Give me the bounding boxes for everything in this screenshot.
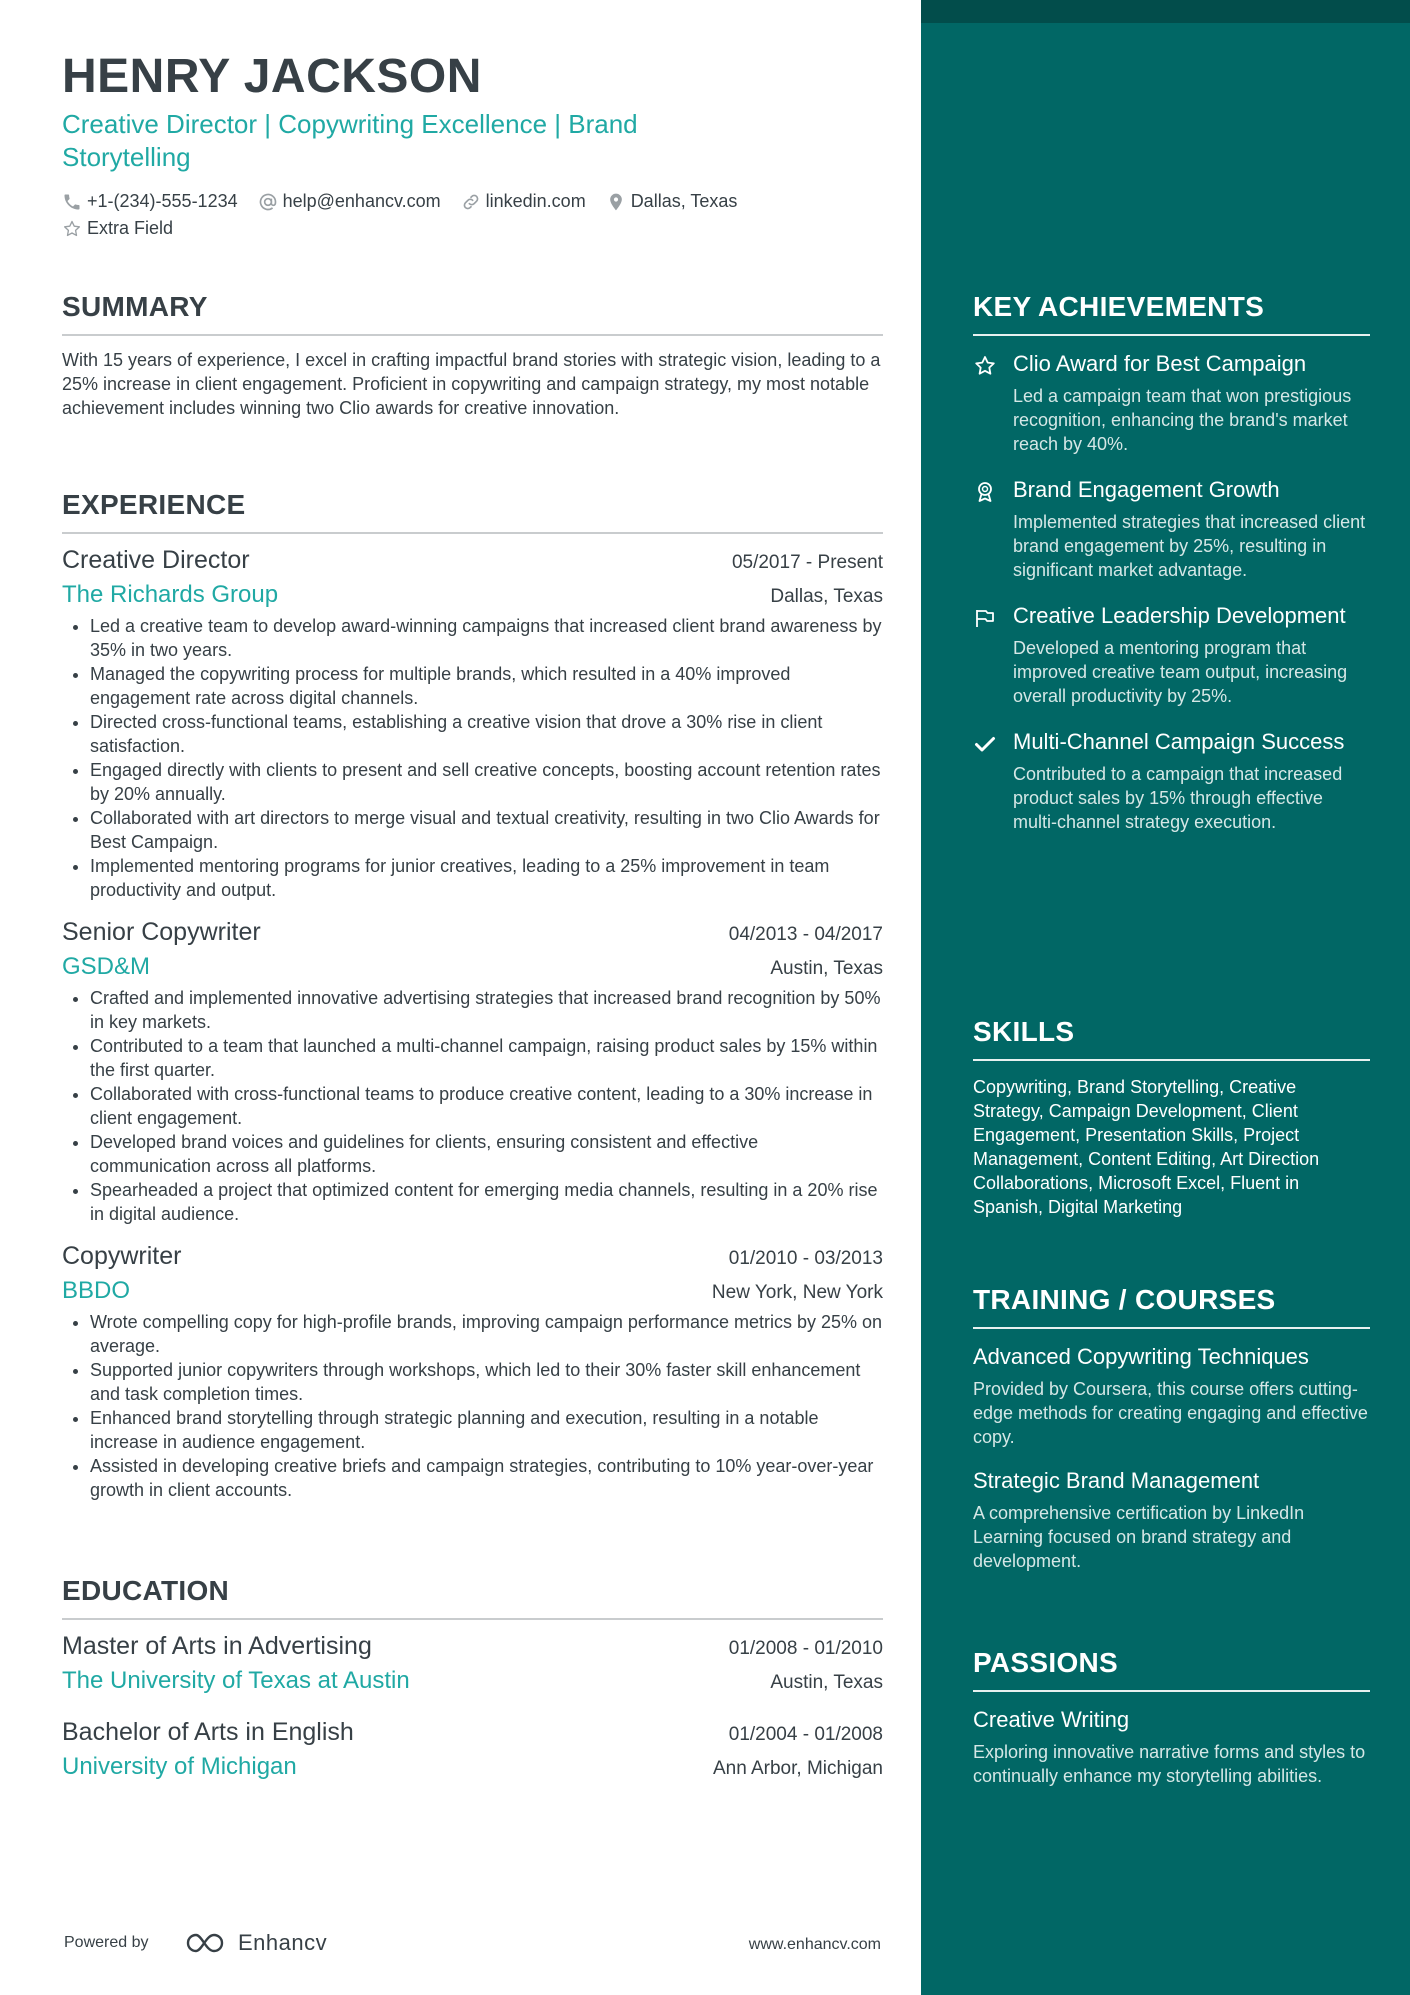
flag-icon <box>973 606 997 630</box>
bullet-item: • Spearheaded a project that optimized content for emerging media channels, resulting in a 20% rise in digital audience. <box>90 1178 883 1226</box>
candidate-name: HENRY JACKSON <box>62 50 482 103</box>
tagline: Creative Director | Copywriting Excellence | Brand Storytelling <box>62 109 638 172</box>
achievement-title: Brand Engagement Growth <box>1013 477 1280 502</box>
passions-title: PASSIONS <box>973 1646 1370 1692</box>
achievements-section <box>973 290 1370 834</box>
powered-by-label: Powered by <box>64 1934 149 1951</box>
sidebar <box>921 0 1410 1995</box>
footer <box>64 1930 881 1960</box>
job-dates: 01/2010 - 03/2013 <box>728 1248 883 1269</box>
experience-section <box>62 488 883 1502</box>
website-link[interactable]: www.enhancv.com <box>748 1936 881 1953</box>
linkedin-text: linkedin.com <box>485 191 586 211</box>
experience-title: EXPERIENCE <box>62 488 883 534</box>
achievement-desc: Led a campaign team that won prestigious recognition, enhancing the brand's market reach by 40%. <box>1013 386 1352 454</box>
skills-title: SKILLS <box>973 1015 1370 1061</box>
degree: Master of Arts in Advertising <box>62 1632 372 1660</box>
training-section <box>973 1283 1370 1573</box>
job-entry <box>62 916 883 1226</box>
bullet-item: • Collaborated with art directors to merge visual and textual creativity, resulting in two Clio Awards for Best Campaign. <box>90 806 883 854</box>
phone-icon <box>62 192 82 212</box>
bullet-item: • Engaged directly with clients to present and sell creative concepts, boosting account retention rates by 20% annually. <box>90 758 883 806</box>
bullet-item: • Collaborated with cross-functional teams to produce creative content, leading to a 30% increase in client engagement. <box>90 1082 883 1130</box>
achievement-item <box>973 476 1370 582</box>
job-title: Senior Copywriter <box>62 918 261 946</box>
bullet-item: • Crafted and implemented innovative advertising strategies that increased brand recognition by 50% in key markets. <box>90 986 883 1034</box>
job-title: Copywriter <box>62 1242 182 1270</box>
achievement-title: Multi-Channel Campaign Success <box>1013 729 1345 754</box>
education-dates: 01/2008 - 01/2010 <box>728 1638 883 1659</box>
bullet-item: • Implemented mentoring programs for junior creatives, leading to a 25% improvement in team productivity and output. <box>90 854 883 902</box>
sidebar-top-bar <box>921 0 1410 23</box>
education-location: Austin, Texas <box>770 1672 883 1693</box>
achievement-item <box>973 350 1370 456</box>
bullet-item: • Directed cross-functional teams, establishing a creative vision that drove a 30% rise in client satisfaction. <box>90 710 883 758</box>
bullet-item: • Developed brand voices and guidelines for clients, ensuring consistent and effective communication across all platforms. <box>90 1130 883 1178</box>
enhancv-logo[interactable] <box>184 1930 327 1956</box>
job-entry <box>62 1240 883 1502</box>
job-dates: 05/2017 - Present <box>731 552 883 573</box>
course-title: Strategic Brand Management <box>973 1468 1260 1493</box>
passion-desc: Exploring innovative narrative forms and styles to continually enhance my storytelling abilities. <box>973 1742 1366 1786</box>
summary-title: SUMMARY <box>62 290 883 336</box>
bullet-item: • Assisted in developing creative briefs and campaign strategies, contributing to 10% year-over-year growth in client accounts. <box>90 1454 883 1502</box>
school: The University of Texas at Austin <box>62 1667 410 1694</box>
school: University of Michigan <box>62 1753 297 1780</box>
job-location: New York, New York <box>711 1282 883 1303</box>
course-desc: A comprehensive certification by LinkedIn Learning focused on brand strategy and development. <box>973 1503 1305 1571</box>
achievement-item <box>973 728 1370 834</box>
extra-text: Extra Field <box>87 218 174 238</box>
job-company: The Richards Group <box>62 581 279 608</box>
location-pin-icon <box>606 192 626 212</box>
at-icon <box>258 192 278 212</box>
bullet-item: • Wrote compelling copy for high-profile brands, improving campaign performance metrics by 25% on average. <box>90 1310 883 1358</box>
achievement-title: Creative Leadership Development <box>1013 603 1346 628</box>
education-entry <box>62 1716 883 1782</box>
star-icon <box>973 354 997 378</box>
education-dates: 01/2004 - 01/2008 <box>728 1724 883 1745</box>
bullet-item: • Enhanced brand storytelling through strategic planning and execution, resulting in a notable increase in audience engagement. <box>90 1406 883 1454</box>
education-location: Ann Arbor, Michigan <box>712 1758 883 1779</box>
job-dates: 04/2013 - 04/2017 <box>728 924 883 945</box>
course-title: Advanced Copywriting Techniques <box>973 1344 1309 1369</box>
contact-extra <box>62 215 173 242</box>
achievement-item <box>973 602 1370 708</box>
education-title: EDUCATION <box>62 1574 883 1620</box>
infinity-logo-icon <box>184 1930 230 1956</box>
job-company: BBDO <box>62 1277 131 1304</box>
contact-phone[interactable] <box>62 188 238 215</box>
achievements-title: KEY ACHIEVEMENTS <box>973 290 1370 336</box>
bullet-item: • Led a creative team to develop award-winning campaigns that increased client brand awareness by 35% in two years. <box>90 614 883 662</box>
brand-name: Enhancv <box>238 1930 328 1955</box>
contact-location <box>606 188 738 215</box>
achievement-title: Clio Award for Best Campaign <box>1013 351 1307 376</box>
star-icon <box>62 219 82 239</box>
job-bullets <box>62 986 883 1226</box>
education-entry <box>62 1630 883 1696</box>
achievement-desc: Implemented strategies that increased client brand engagement by 25%, resulting in significant market advantage. <box>1013 512 1366 580</box>
job-location: Dallas, Texas <box>770 586 883 607</box>
phone-text: +1-(234)-555-1234 <box>87 191 238 211</box>
skills-text: Copywriting, Brand Storytelling, Creative Strategy, Campaign Development, Client Engagement, Presentation Skills, Project Management, Content Editing, Art Direction Collaborations, Microsoft Excel, Fluent in Spanish, Digital Marketing <box>973 1077 1320 1217</box>
passions-section <box>973 1646 1370 1788</box>
job-company: GSD&M <box>62 953 151 980</box>
achievement-desc: Contributed to a campaign that increased product sales by 15% through effective multi-channel strategy execution. <box>1013 764 1343 832</box>
summary-section <box>62 290 883 420</box>
degree: Bachelor of Arts in English <box>62 1718 354 1746</box>
education-section <box>62 1574 883 1782</box>
contact-linkedin[interactable] <box>461 188 586 215</box>
bullet-item: • Supported junior copywriters through workshops, which led to their 30% faster skill enhancement and task completion times. <box>90 1358 883 1406</box>
summary-text: With 15 years of experience, I excel in crafting impactful brand stories with strategic vision, leading to a 25% increase in client engagement. Proficient in copywriting and campaign strategy, my most notable achievement includes winning two Clio awards for creative innovation. <box>62 350 881 418</box>
link-icon <box>461 192 481 212</box>
skills-section <box>973 1015 1370 1219</box>
award-icon <box>973 480 997 504</box>
job-title: Creative Director <box>62 546 250 574</box>
location-text: Dallas, Texas <box>630 191 738 211</box>
bullet-item: • Contributed to a team that launched a multi-channel campaign, raising product sales by 15% within the first quarter. <box>90 1034 883 1082</box>
bullet-item: • Managed the copywriting process for multiple brands, which resulted in a 40% improved engagement rate across digital channels. <box>90 662 883 710</box>
contact-email[interactable] <box>258 188 441 215</box>
achievement-desc: Developed a mentoring program that improved creative team output, increasing overall productivity by 25%. <box>1013 638 1348 706</box>
job-entry <box>62 544 883 902</box>
training-title: TRAINING / COURSES <box>973 1283 1370 1329</box>
course-desc: Provided by Coursera, this course offers cutting-edge methods for creating engaging and effective copy. <box>973 1379 1368 1447</box>
job-bullets <box>62 614 883 902</box>
contact-info <box>62 188 883 242</box>
job-bullets <box>62 1310 883 1502</box>
email-text: help@enhancv.com <box>282 191 441 211</box>
header <box>62 48 883 242</box>
passion-title: Creative Writing <box>973 1707 1130 1732</box>
job-location: Austin, Texas <box>770 958 883 979</box>
check-icon <box>973 732 997 756</box>
